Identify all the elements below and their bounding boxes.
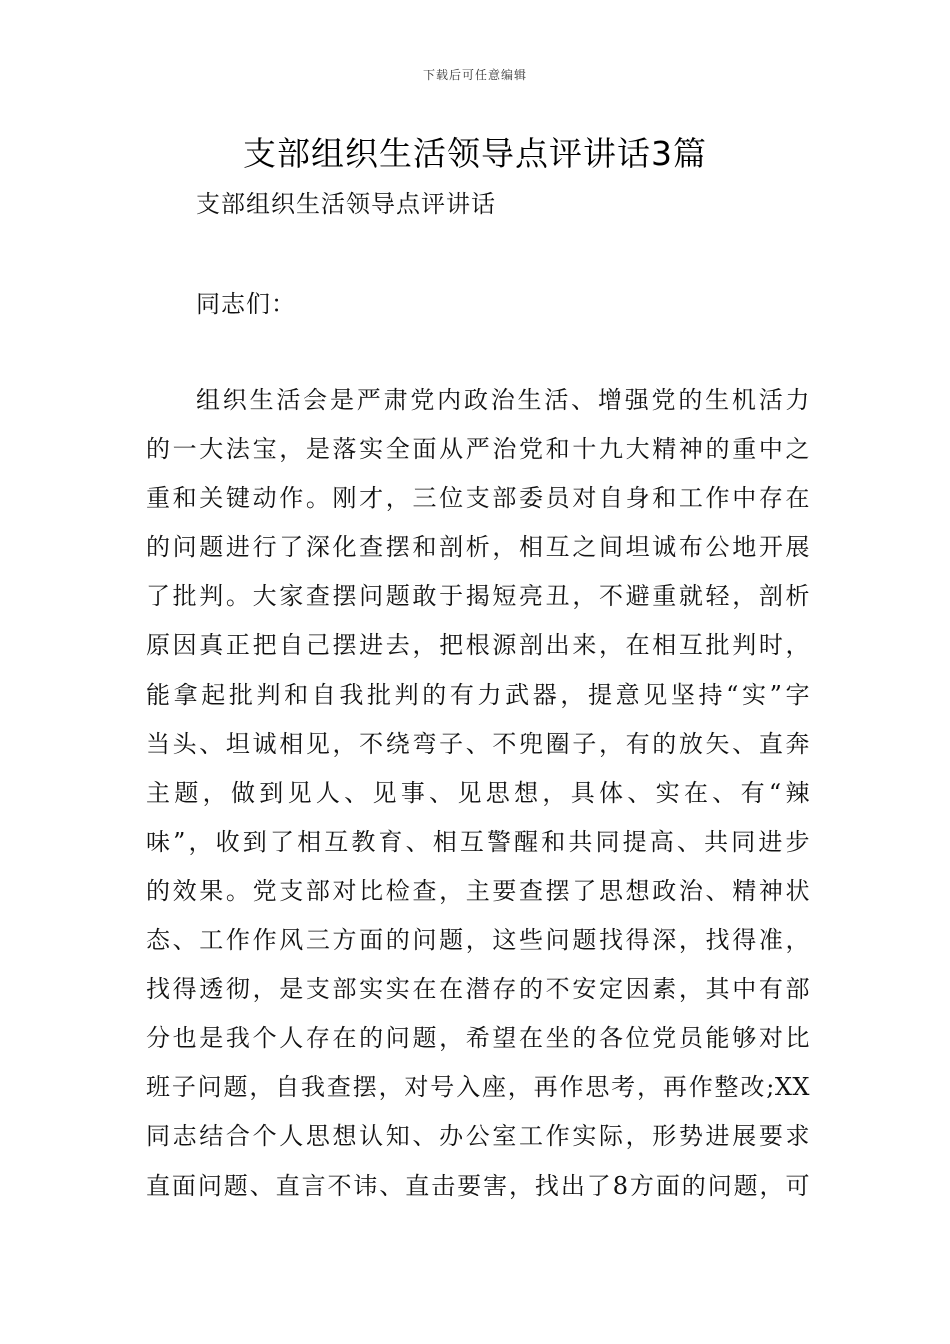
body-line: 找得透彻，是支部实实在在潜存的不安定因素，其中有部: [146, 975, 810, 1004]
header-note: 下载后可任意编辑: [422, 68, 527, 82]
body-line: 的一大法宝，是落实全面从严治党和十九大精神的重中之: [146, 435, 810, 464]
body-line: 了批判。大家查摆问题敢于揭短亮丑，不避重就轻，剖析: [146, 582, 810, 611]
salutation: 同志们：: [196, 290, 296, 318]
body-line: 态、工作作风三方面的问题，这些问题找得深，找得准，: [146, 926, 810, 955]
body-line: 能拿起批判和自我批判的有力武器，提意见坚持“实”字: [146, 680, 810, 709]
body-line: 班子问题，自我查摆，对号入座，再作思考，再作整改;XX: [146, 1073, 810, 1102]
body-line: 的问题进行了深化查摆和剖析，相互之间坦诚布公地开展: [146, 533, 810, 562]
body-line: 原因真正把自己摆进去，把根源剖出来，在相互批判时，: [146, 631, 810, 660]
body-line: 的效果。党支部对比检查，主要查摆了思想政治、精神状: [146, 876, 810, 905]
body-line: 当头、坦诚相见，不绕弯子、不兜圈子，有的放矢、直奔: [146, 729, 810, 758]
body-line: 同志结合个人思想认知、办公室工作实际，形势进展要求: [146, 1122, 810, 1151]
body-line: 组织生活会是严肃党内政治生活、增强党的生机活力: [196, 386, 810, 414]
body-line: 分也是我个人存在的问题，希望在坐的各位党员能够对比: [146, 1024, 810, 1053]
document-title: 支部组织生活领导点评讲话3篇: [243, 134, 707, 173]
body-line: 味”，收到了相互教育、相互警醒和共同提高、共同进步: [146, 827, 810, 856]
body-line: 重和关键动作。刚才，三位支部委员对自身和工作中存在: [146, 484, 810, 513]
document-subtitle: 支部组织生活领导点评讲话: [196, 190, 496, 218]
body-paragraph: [146, 376, 810, 1211]
body-line: 直面问题、直言不讳、直击要害，找出了8方面的问题，可: [146, 1171, 810, 1200]
body-line: 主题，做到见人、见事、见思想，具体、实在、有“辣: [146, 778, 810, 807]
